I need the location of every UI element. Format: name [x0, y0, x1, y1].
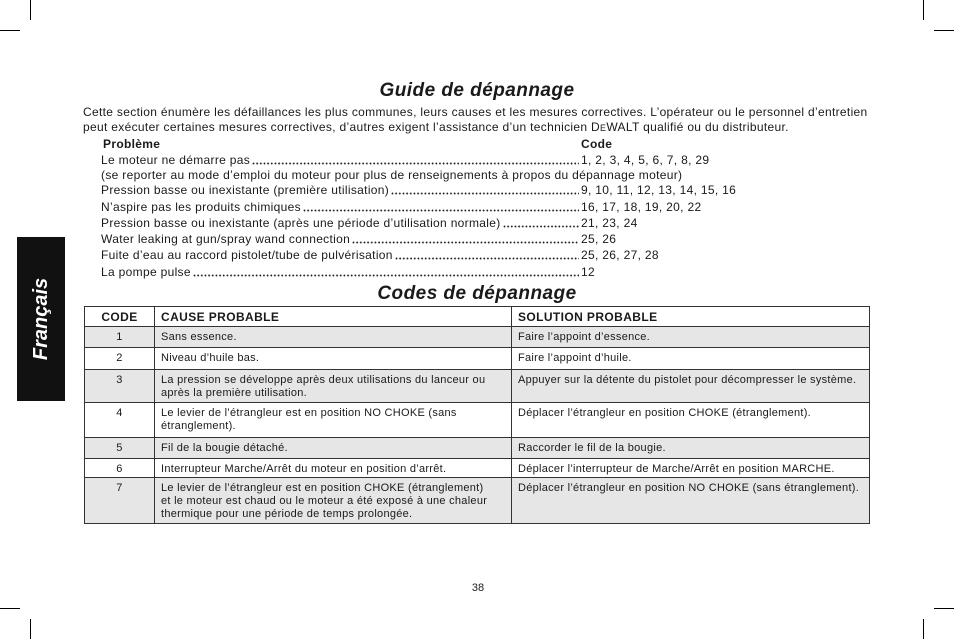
code-cell: 5 — [85, 438, 155, 459]
brand-name — [591, 120, 639, 134]
header-cause: CAUSE PROBABLE — [155, 307, 512, 327]
cause-cell: Le levier de l’étrangleur est en position NO CHOKE (sans étranglement). — [155, 403, 512, 438]
table-row — [85, 403, 870, 438]
table-row — [85, 348, 870, 370]
cause-cell: Le levier de l’étrangleur est en position CHOKE (étranglement) et le moteur est chaud ou le moteur a été exposé à une chaleur thermique pour une période de temps prolongée. — [155, 478, 512, 524]
solution-cell: Déplacer l’interrupteur de Marche/Arrêt en position MARCHE. — [512, 459, 870, 478]
crop-mark-top-right-horizontal — [934, 30, 954, 31]
code-references: 16, 17, 18, 19, 20, 22 — [581, 199, 702, 214]
solution-cell: Faire l’appoint d’essence. — [512, 327, 870, 348]
intro-line-2-end: qualifié ou du distributeur. — [639, 120, 789, 134]
cause-cell: La pression se développe après deux utilisations du lanceur ou après la première utilisation. — [155, 370, 512, 403]
problem-label: Le moteur ne démarre pas — [101, 153, 251, 167]
list-item-left — [101, 152, 579, 168]
list-item-row — [101, 182, 736, 198]
problem-label: Pression basse ou inexistante (après une période d’utilisation normale) — [101, 215, 501, 230]
problem-list-header — [0, 136, 954, 152]
brand-letter-e: E — [600, 123, 607, 133]
list-item-left — [101, 231, 579, 247]
code-cell: 1 — [85, 327, 155, 348]
table-row — [85, 327, 870, 348]
code-cell: 4 — [85, 403, 155, 438]
dot-leader — [352, 231, 579, 247]
crop-mark-top-left-horizontal — [0, 30, 20, 31]
codes-table — [84, 306, 870, 524]
table-row — [85, 370, 870, 403]
header-code: CODE — [85, 307, 155, 327]
list-item — [101, 215, 736, 231]
problem-column-header: Problème — [103, 137, 161, 151]
solution-cell: Raccorder le fil de la bougie. — [512, 438, 870, 459]
crop-mark-bottom-right-vertical — [923, 619, 924, 639]
code-cell: 7 — [85, 478, 155, 524]
list-item-row — [101, 247, 736, 263]
code-references: 1, 2, 3, 4, 5, 6, 7, 8, 29 — [581, 153, 710, 167]
crop-mark-bottom-left-vertical — [30, 619, 31, 639]
code-cell: 2 — [85, 348, 155, 370]
list-item-left — [101, 264, 579, 280]
list-item-row — [101, 152, 736, 168]
list-item-left — [101, 247, 579, 263]
brand-letter-d: D — [591, 120, 601, 134]
list-item-row — [101, 231, 736, 247]
dot-leader — [503, 215, 579, 231]
dot-leader — [395, 247, 579, 263]
crop-mark-top-right-vertical — [923, 0, 924, 20]
language-tab-label: Français — [30, 277, 52, 361]
code-cell: 6 — [85, 459, 155, 478]
intro-paragraph — [83, 105, 868, 136]
code-cell: 3 — [85, 370, 155, 403]
cause-cell: Niveau d’huile bas. — [155, 348, 512, 370]
guide-title: Guide de dépannage — [379, 80, 575, 101]
list-item — [101, 152, 736, 182]
code-references: 21, 23, 24 — [581, 215, 638, 230]
problem-label: La pompe pulse — [101, 264, 191, 279]
list-item — [101, 231, 736, 247]
cause-cell: Interrupteur Marche/Arrêt du moteur en position d’arrêt. — [155, 459, 512, 478]
crop-mark-bottom-right-horizontal — [934, 608, 954, 609]
code-references: 25, 26 — [581, 232, 617, 247]
code-references: 9, 10, 11, 12, 13, 14, 15, 16 — [581, 183, 737, 198]
list-item — [101, 199, 736, 215]
problem-note: (se reporter au mode d’emploi du moteur pour plus de renseignements à propos du dépannage moteur) — [101, 168, 683, 183]
intro-line-1: Cette section énumère les défaillances les plus communes, leurs causes et les mesures correctives. L’opérateur ou le personnel d’entretien — [83, 105, 868, 119]
dot-leader — [252, 152, 579, 168]
list-item-left — [101, 215, 579, 231]
problem-label: Water leaking at gun/spray wand connection — [101, 232, 351, 247]
solution-cell: Appuyer sur la détente du pistolet pour décompresser le système. — [512, 370, 870, 403]
list-item-row — [101, 199, 736, 215]
intro-line-2-start: peut exécuter certaines mesures correctives, d’autres exigent l’assistance d’un technicien — [83, 120, 592, 134]
crop-mark-bottom-left-horizontal — [0, 608, 20, 609]
code-column-header: Code — [581, 137, 613, 151]
list-item-row — [101, 264, 736, 280]
table-row — [85, 478, 870, 524]
dot-leader — [391, 182, 579, 198]
code-references: 25, 26, 27, 28 — [581, 248, 659, 263]
cause-cell: Sans essence. — [155, 327, 512, 348]
crop-mark-top-left-vertical — [30, 0, 31, 20]
list-item — [101, 247, 736, 263]
list-item-row — [101, 215, 736, 231]
solution-cell: Déplacer l’étrangleur en position NO CHOKE (sans étranglement). — [512, 478, 870, 524]
list-item — [101, 182, 736, 198]
dot-leader — [303, 199, 579, 215]
problem-label: Pression basse ou inexistante (première utilisation) — [101, 183, 390, 198]
header-solution: SOLUTION PROBABLE — [512, 307, 870, 327]
dot-leader — [193, 264, 579, 280]
code-references: 12 — [581, 264, 595, 279]
problem-label: N’aspire pas les produits chimiques — [101, 199, 301, 214]
problem-label: Fuite d’eau au raccord pistolet/tube de pulvérisation — [101, 248, 393, 263]
language-tab — [17, 237, 65, 401]
page-number: 38 — [471, 582, 485, 594]
problem-list — [101, 152, 736, 280]
table-header-row — [85, 307, 870, 327]
table-row — [85, 438, 870, 459]
brand-rest: WALT — [606, 120, 640, 134]
solution-cell: Déplacer l’étrangleur en position CHOKE (étranglement). — [512, 403, 870, 438]
list-item-left — [101, 199, 579, 215]
table-row — [85, 459, 870, 478]
codes-title: Codes de dépannage — [377, 283, 577, 304]
list-item-left — [101, 182, 579, 198]
list-item — [101, 264, 736, 280]
cause-cell: Fil de la bougie détaché. — [155, 438, 512, 459]
solution-cell: Faire l’appoint d’huile. — [512, 348, 870, 370]
